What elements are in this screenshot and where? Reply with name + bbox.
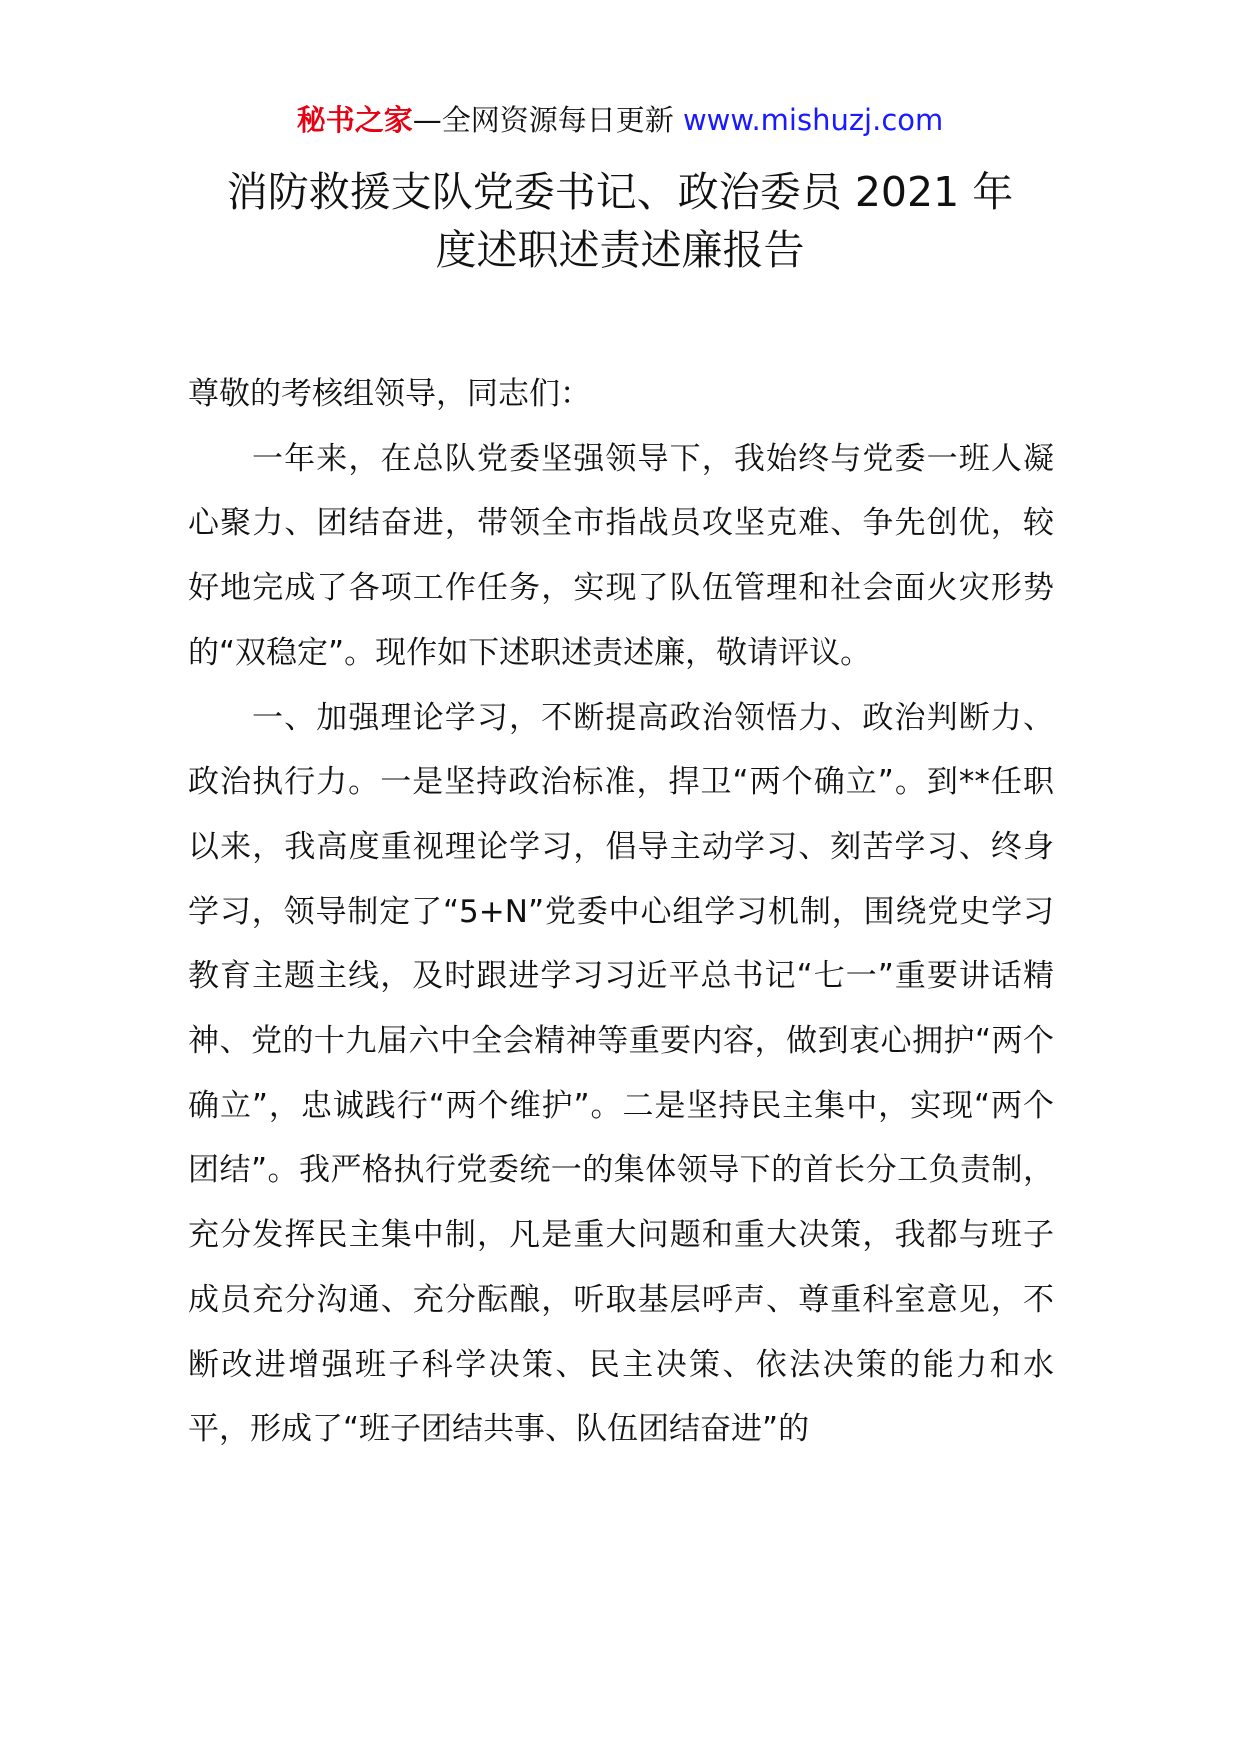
header-tagline: —全网资源每日更新 — [412, 103, 683, 137]
title-line-1: 消防救援支队党委书记、政治委员 2021 年 — [226, 168, 1014, 216]
document-title — [150, 163, 1090, 279]
salutation: 尊敬的考核组领导，同志们： — [188, 376, 591, 412]
title-line-2: 度述职述责述廉报告 — [435, 226, 805, 274]
document-body — [188, 362, 1054, 1462]
site-url[interactable]: www.mishuzj.com — [682, 103, 944, 137]
source-header — [0, 100, 1240, 140]
brand-name: 秘书之家 — [296, 103, 413, 137]
paragraph-section-1: 一、加强理论学习，不断提高政治领悟力、政治判断力、政治执行力。一是坚持政治标准，捍卫“两个确立”。到**任职以来，我高度重视理论学习，倡导主动学习、刻苦学习、终身学习，领导制定了“5+N”党委中心组学习机制，围绕党史学习教育主题主线，及时跟进学习习近平总书记“七一”重要讲话精神、党的十九届六中全会精神等重要内容，做到衷心拥护“两个确立”，忠诚践行“两个维护”。二是坚持民主集中，实现“两个团结”。我严格执行党委统一的集体领导下的首长分工负责制，充分发挥民主集中制，凡是重大问题和重大决策，我都与班子成员充分沟通、充分酝酿，听取基层呼声、尊重科室意见，不断改进增强班子科学决策、民主决策、依法决策的能力和水平，形成了“班子团结共事、队伍团结奋进”的 — [188, 699, 1054, 1448]
paragraph-intro: 一年来，在总队党委坚强领导下，我始终与党委一班人凝心聚力、团结奋进，带领全市指战员攻坚克难、争先创优，较好地完成了各项工作任务，实现了队伍管理和社会面火灾形势的“双稳定”。现作如下述职述责述廉，敬请评议。 — [188, 440, 1054, 671]
